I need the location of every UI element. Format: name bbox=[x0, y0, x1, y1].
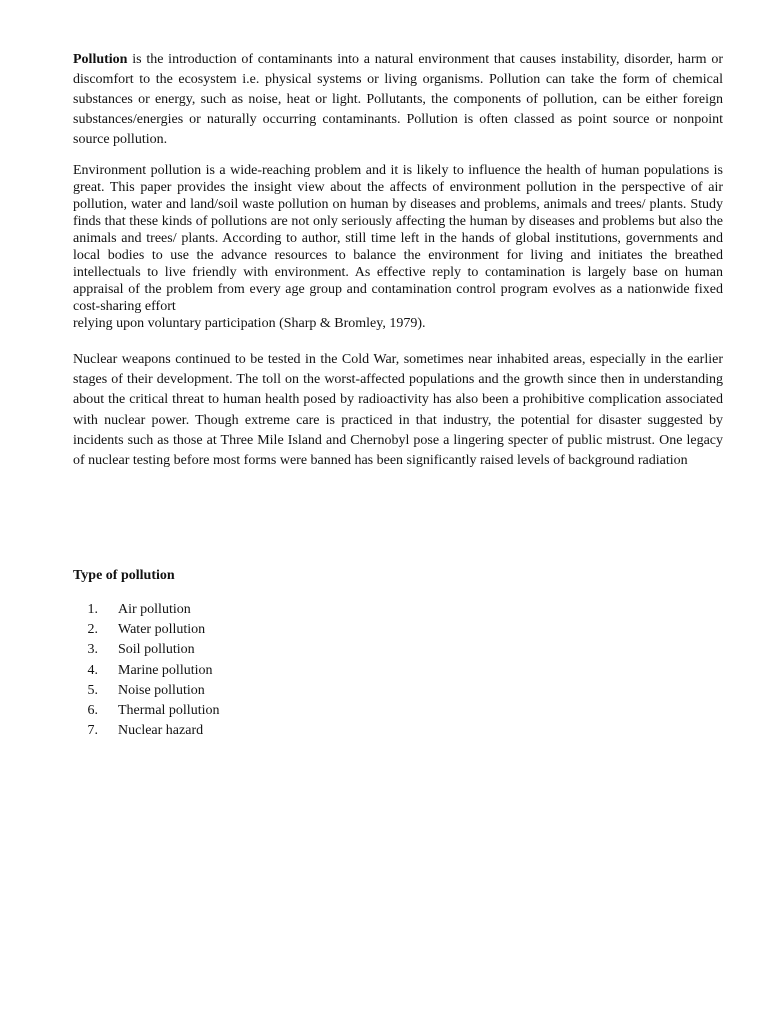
list-item bbox=[73, 600, 219, 620]
intro-paragraph-text: is the introduction of contaminants into a natural environment that causes instability, disorder, harm or discomfort to the ecosystem i.e. physical systems or living organisms. Pollution can take the form of chemical substances or energy, such as noise, heat or light. Pollutants, the components of pollution, can be either foreign substances/energies or naturally occurring contaminants. Pollution is often classed as point source or nonpoint source pollution. bbox=[73, 52, 723, 147]
environment-paragraph-text: Environment pollution is a wide-reaching problem and it is likely to influence the health of human populations is great. This paper provides the insight view about the affects of environment pollution in the perspective of air pollution, water and land/soil waste pollution on human by diseases and problems, animals and trees/ plants. Study finds that these kinds of pollutions are not only seriously affecting the human by diseases and problems but also the animals and trees/ plants. According to author, still time left in the hands of global institutions, governments and local bodies to use the advance resources to balance the environment for living and initiates the breathed intellectuals to live friendly with environment. As effective reply to contamination is largely base on human appraisal of the problem from every age group and contamination control program evolves as a nationwide fixed cost-sharing effort bbox=[73, 163, 723, 314]
list-item-label: Air pollution bbox=[118, 602, 191, 617]
pollution-term: Pollution bbox=[73, 52, 128, 67]
list-item bbox=[73, 640, 219, 660]
environment-paragraph bbox=[73, 162, 723, 332]
list-item-label: Nuclear hazard bbox=[118, 723, 204, 739]
intro-paragraph bbox=[73, 50, 723, 150]
list-item-number: 7. bbox=[87, 723, 98, 739]
list-item-label: Marine pollution bbox=[118, 662, 213, 678]
list-item-number: 1. bbox=[87, 602, 98, 617]
list-item-label: Thermal pollution bbox=[118, 702, 220, 718]
list-item bbox=[73, 681, 219, 701]
list-item-number: 3. bbox=[87, 642, 98, 658]
list-item-number: 4. bbox=[87, 662, 98, 678]
list-item-label: Noise pollution bbox=[118, 682, 205, 698]
list-item-label: Soil pollution bbox=[118, 642, 195, 658]
section-heading: Type of pollution bbox=[73, 568, 175, 583]
list-item-label: Water pollution bbox=[118, 622, 206, 638]
nuclear-paragraph bbox=[73, 350, 723, 471]
environment-paragraph-last-line: relying upon voluntary participation (Sharp & Bromley, 1979). bbox=[73, 316, 426, 331]
pollution-types-list bbox=[73, 600, 219, 741]
list-item bbox=[73, 620, 219, 640]
list-item-number: 6. bbox=[87, 702, 98, 718]
list-item bbox=[73, 661, 219, 681]
list-item bbox=[73, 721, 219, 741]
list-item-number: 5. bbox=[87, 682, 98, 698]
list-item-number: 2. bbox=[87, 622, 98, 638]
list-item bbox=[73, 701, 219, 721]
nuclear-paragraph-text: Nuclear weapons continued to be tested in the Cold War, sometimes near inhabited areas, especially in the earlier stages of their development. The toll on the worst-affected populations and the growth since then in understanding about the critical threat to human health posed by radioactivity has also been a prohibitive complication associated with nuclear power. Though extreme care is practiced in that industry, the potential for disaster suggested by incidents such as those at Three Mile Island and Chernobyl pose a lingering specter of public mistrust. One legacy of nuclear testing before most forms were banned has been significantly raised levels of background radiation bbox=[73, 352, 723, 469]
